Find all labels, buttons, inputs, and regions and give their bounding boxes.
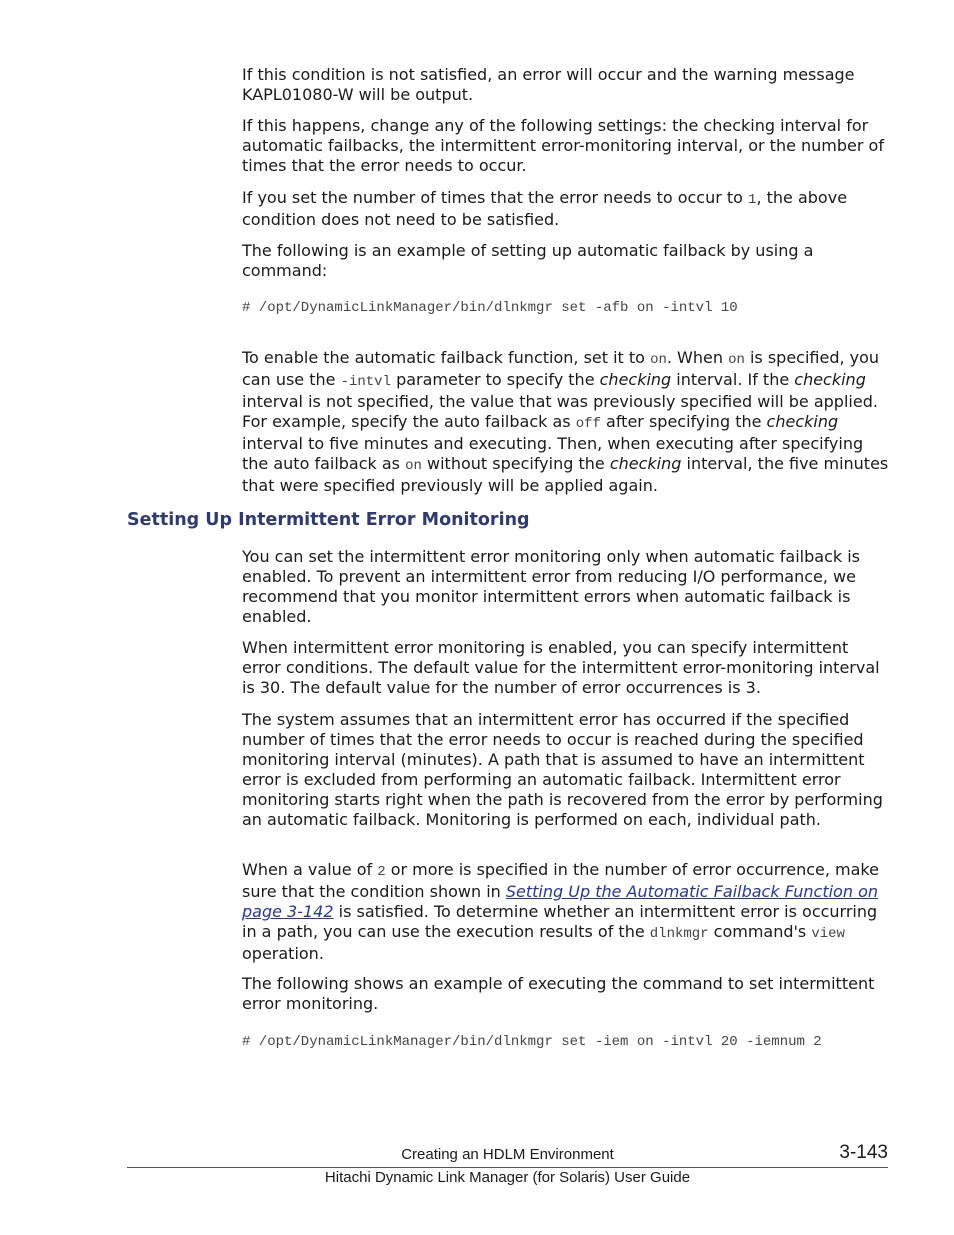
text-run: operation. bbox=[242, 944, 324, 963]
paragraph-system-assumes bbox=[242, 710, 892, 830]
text-run: When a value of bbox=[242, 860, 378, 879]
inline-code: on bbox=[728, 352, 745, 368]
emphasis: checking bbox=[599, 370, 672, 389]
page-number: 3-143 bbox=[839, 1142, 888, 1163]
text-run: interval to five minutes and executing. Then, when executing after specifying the auto failback as bbox=[242, 434, 864, 473]
code-example-afb: # /opt/DynamicLinkManager/bin/dlnkmgr set -afb on -intvl 10 bbox=[242, 300, 738, 316]
paragraph-value-two bbox=[242, 860, 892, 964]
emphasis: checking bbox=[609, 454, 682, 473]
text-run: command's bbox=[708, 922, 812, 941]
paragraph-enable-failback bbox=[242, 348, 892, 496]
paragraph-text: If this happens, change any of the following settings: the checking interval for automatic failbacks, the intermittent error-monitoring interval, or the number of times that the error needs to occur. bbox=[242, 116, 884, 175]
paragraph-condition-warning bbox=[242, 65, 892, 105]
paragraph-change-settings bbox=[242, 116, 892, 176]
inline-code: 1 bbox=[748, 192, 757, 208]
paragraph-text: The following shows an example of executing the command to set intermittent error monitoring. bbox=[242, 974, 875, 1013]
text-run: To enable the automatic failback function, set it to bbox=[242, 348, 651, 367]
paragraph-text: When intermittent error monitoring is enabled, you can specify intermittent error conditions. The default value for the intermittent error-monitoring interval is 30. The default value for the number of error occurrences is 3. bbox=[242, 638, 880, 697]
text-run: interval, the five minutes that were specified previously will be applied again. bbox=[242, 454, 889, 495]
emphasis: checking bbox=[766, 412, 839, 431]
footer-chapter-title: Creating an HDLM Environment bbox=[401, 1146, 614, 1163]
paragraph-example-intro bbox=[242, 241, 892, 281]
paragraph-text: The system assumes that an intermittent error has occurred if the specified number of times that the error needs to occur is reached during the specified monitoring interval (minutes). A path that is assumed to have an intermittent error is excluded from performing an automatic failback. Intermittent error monitoring starts right when the path is recovered from the error by performing an automatic failback. Monitoring is performed on each, individual path. bbox=[242, 710, 883, 829]
footer-guide-title: Hitachi Dynamic Link Manager (for Solaris) User Guide bbox=[324, 1169, 691, 1186]
inline-code: -intvl bbox=[340, 374, 391, 390]
text-run: interval is not specified, the value that was previously specified will be applied. For example, specify the auto failback as bbox=[242, 392, 878, 431]
text-run: is satisfied. To determine whether an intermittent error is occurring in a path, you can use the execution results of the bbox=[242, 902, 878, 941]
inline-code: dlnkmgr bbox=[649, 926, 709, 942]
text-run: interval. If the bbox=[671, 370, 795, 389]
text-run: . When bbox=[666, 348, 729, 367]
text-run: without specifying the bbox=[421, 454, 610, 473]
paragraph-text: If this condition is not satisfied, an error will occur and the warning message KAPL01080-W will be output. bbox=[242, 65, 855, 104]
paragraph-text: The following is an example of setting up automatic failback by using a command: bbox=[242, 241, 814, 280]
inline-code: view bbox=[811, 926, 845, 942]
code-example-iem: # /opt/DynamicLinkManager/bin/dlnkmgr set -iem on -intvl 20 -iemnum 2 bbox=[242, 1034, 822, 1050]
paragraph-text: You can set the intermittent error monitoring only when automatic failback is enabled. To prevent an intermittent error from reducing I/O performance, we recommend that you monitor intermittent errors when automatic failback is enabled. bbox=[242, 547, 860, 626]
paragraph-default-values bbox=[242, 638, 892, 698]
text-run: or more is specified in the number of error occurrence, make sure that the condition shown in bbox=[242, 860, 879, 901]
inline-code: 2 bbox=[377, 864, 386, 880]
text-run: , the above condition does not need to be satisfied. bbox=[242, 188, 848, 229]
inline-code: on bbox=[405, 458, 422, 474]
text-run: If you set the number of times that the error needs to occur to bbox=[242, 188, 749, 207]
paragraph-monitoring-intro bbox=[242, 547, 892, 627]
text-run: is specified, you can use the bbox=[242, 348, 880, 389]
cross-reference-link[interactable]: Setting Up the Automatic Failback Function on page 3-142 bbox=[242, 882, 878, 921]
text-run: after specifying the bbox=[600, 412, 767, 431]
paragraph-example-iem bbox=[242, 974, 892, 1014]
inline-code: on bbox=[650, 352, 667, 368]
paragraph-set-number bbox=[242, 188, 892, 230]
text-run: parameter to specify the bbox=[391, 370, 600, 389]
inline-code: off bbox=[575, 416, 601, 432]
section-heading: Setting Up Intermittent Error Monitoring bbox=[127, 510, 530, 530]
footer-divider bbox=[127, 1167, 888, 1168]
emphasis: checking bbox=[794, 370, 866, 389]
